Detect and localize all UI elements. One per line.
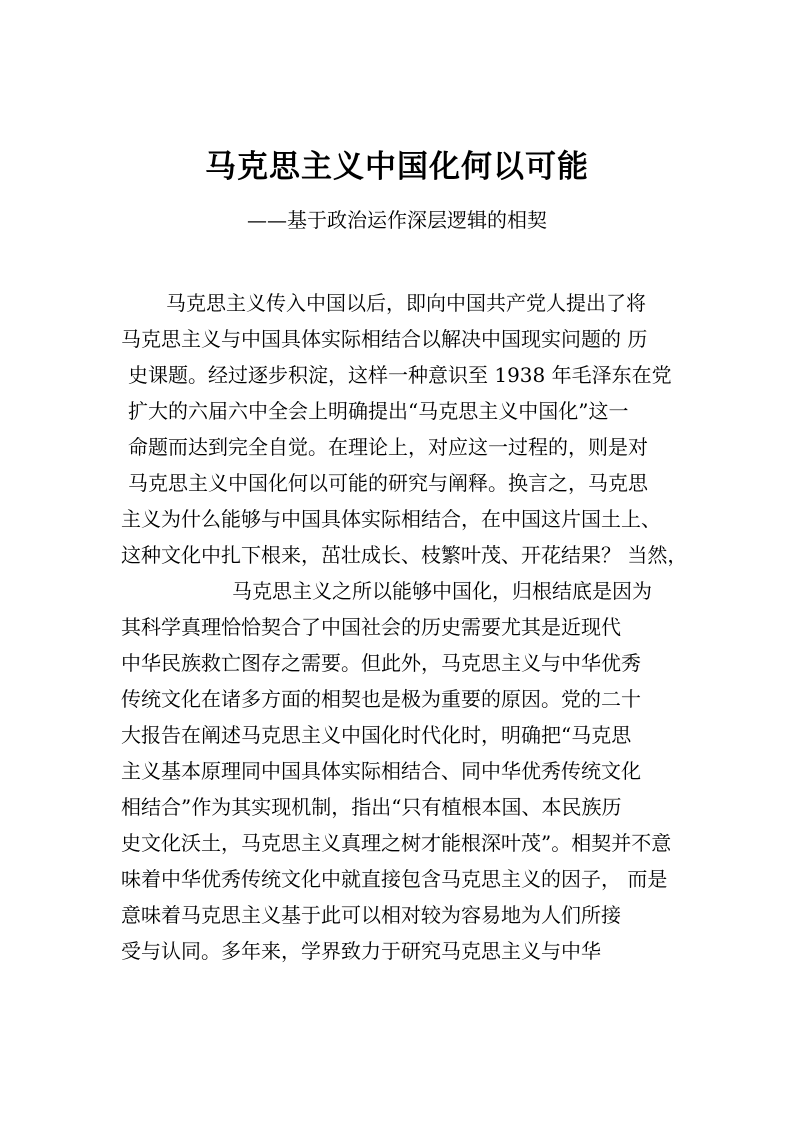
paragraph-line: 史课题。经过逐步积淀，这样一种意识至 1938 年毛泽东在党 — [128, 363, 672, 387]
paragraph-line: 其科学真理恰恰契合了中国社会的历史需要尤其是近现代 — [121, 615, 621, 639]
paragraph-line: 中华民族救亡图存之需要。但此外，马克思主义与中华优秀 — [121, 651, 641, 675]
paragraph-line: 史文化沃土，马克思主义真理之树才能根深叶茂”。相契并不意 — [121, 831, 672, 855]
paragraph-line: 受与认同。多年来，学界致力于研究马克思主义与中华 — [121, 939, 601, 963]
paragraph-line: 马克思主义与中国具体实际相结合以解决中国现实问题的 历 — [121, 327, 648, 351]
paragraph-line: 马克思主义中国化何以可能的研究与阐释。换言之，马克思 — [128, 471, 648, 495]
paragraph-line: 马克思主义传入中国以后，即向中国共产党人提出了将 — [166, 291, 646, 315]
document-title: 马克思主义中国化何以可能 — [205, 149, 589, 185]
paragraph-line: 味着中华优秀传统文化中就直接包含马克思主义的因子， 而是 — [121, 867, 668, 891]
paragraph-line: 传统文化在诸多方面的相契也是极为重要的原因。党的二十 — [121, 687, 641, 711]
document-subtitle: ——基于政治运作深层逻辑的相契 — [247, 208, 547, 232]
paragraph-line: 命题而达到完全自觉。在理论上，对应这一过程的，则是对 — [128, 435, 648, 459]
paragraph-line: 意味着马克思主义基于此可以相对较为容易地为人们所接 — [121, 903, 621, 927]
paragraph-line: 主义为什么能够与中国具体实际相结合，在中国这片国土上、 — [121, 507, 661, 531]
paragraph-line: 扩大的六届六中全会上明确提出“马克思主义中国化”这一 — [128, 399, 629, 423]
paragraph-line: 这种文化中扎下根来，茁壮成长、枝繁叶茂、开花结果？ 当然， — [121, 543, 688, 567]
paragraph-line: 相结合”作为其实现机制，指出“只有植根本国、本民族历 — [121, 795, 622, 819]
paragraph-line: 主义基本原理同中国具体实际相结合、同中华优秀传统文化 — [121, 759, 641, 783]
paragraph-line: 大报告在阐述马克思主义中国化时代化时，明确把“马克思 — [121, 723, 632, 747]
paragraph-line: 马克思主义之所以能够中国化，归根结底是因为 — [232, 579, 652, 603]
